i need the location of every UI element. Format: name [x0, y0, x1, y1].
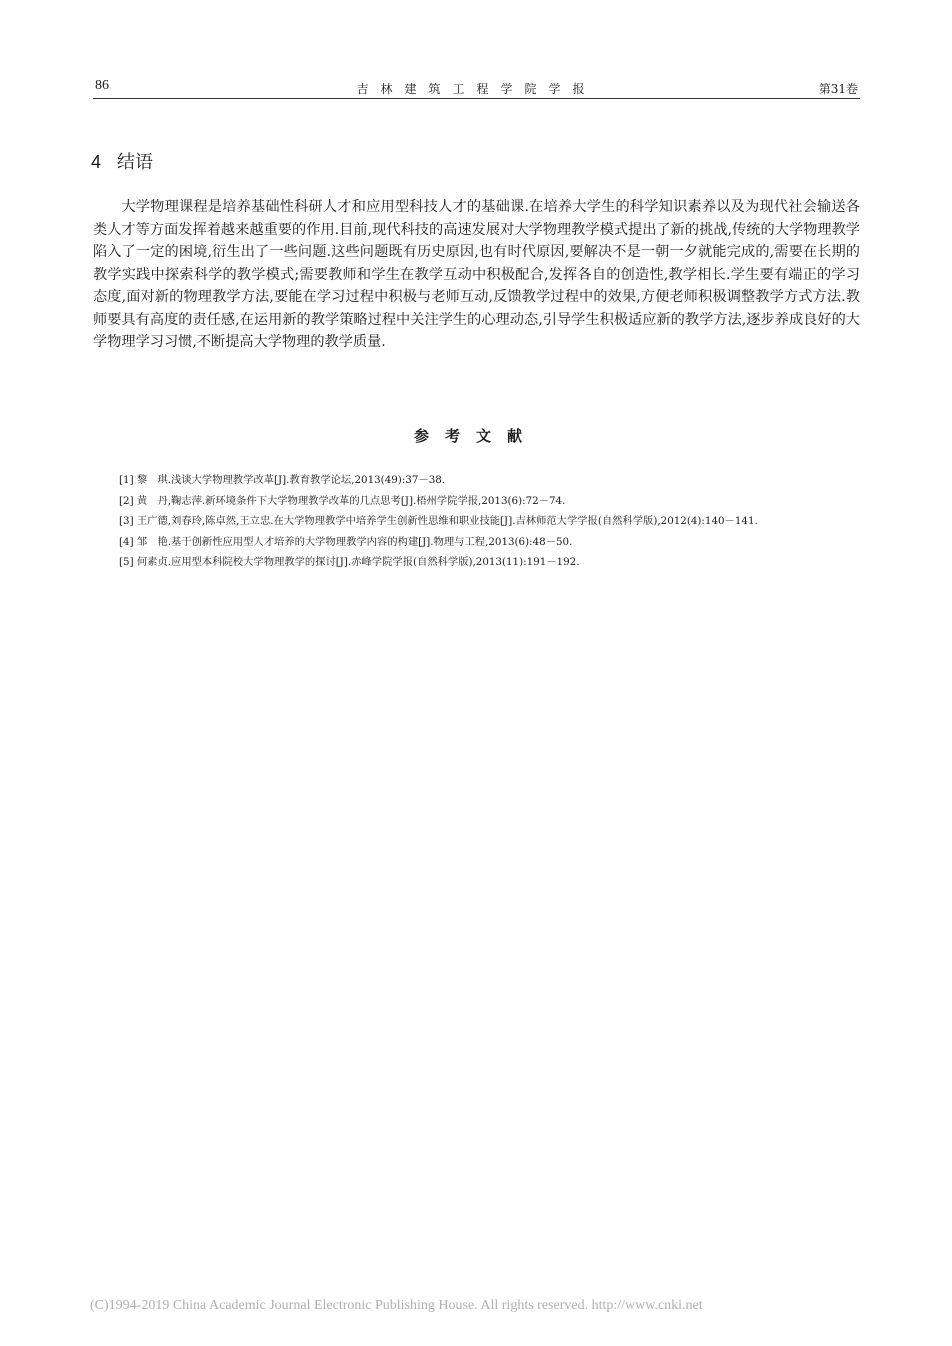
references-heading: 参考文献: [413, 427, 538, 445]
reference-item: [1] 黎 琪.浅谈大学物理教学改革[J].教育教学论坛,2013(49):37－38.: [119, 474, 446, 486]
reference-item: [2] 黄 丹,鞠志萍.新环境条件下大学物理教学改革的几点思考[J].梧州学院学报,2013(6):72－74.: [119, 494, 566, 507]
section-title: 结语: [117, 152, 154, 173]
journal-name: 吉林建筑工程学院学报: [356, 82, 597, 96]
body-paragraph: 大学物理课程是培养基础性科研人才和应用型科技人才的基础课.在培养大学生的科学知识素养以及为现代社会输送各类人才等方面发挥着越来越重要的作用.目前,现代科技的高速发展对大学物理教学模式提出了新的挑战,传统的大学物理教学陷入了一定的困境,衍生出了一些问题.这些问题既有历史原因,也有时代原因,要解决不是一朝一夕就能完成的,需要在长期的教学实践中探索科学的教学模式;需要教师和学生在教学互动中积极配合,发挥各自的创造性,教学相长.学生要有端正的学习态度,面对新的物理教学方法,要能在学习过程中积极与老师互动,反馈教学过程中的效果,方便老师积极调整教学方式方法.教师要具有高度的责任感,在运用新的教学策略过程中关注学生的心理动态,引导学生积极适应新的教学方法,逐步养成良好的大学物理学习习惯,不断提高大学物理的教学质量.: [93, 199, 860, 350]
reference-item: [5] 何素贞.应用型本科院校大学物理教学的探讨[J].赤峰学院学报(自然科学版),2013(11):191－192.: [119, 556, 580, 568]
reference-item: [3] 王广德,刘春玲,陈卓然,王立忠.在大学物理教学中培养学生创新性思维和职业技能[J].吉林师范大学学报(自然科学版),2012(4):140－141.: [119, 515, 758, 527]
page-number: 86: [95, 78, 109, 93]
copyright-footer: (C)1994-2019 China Academic Journal Electronic Publishing House. All rights reserved. http://www.cnki.net: [90, 1298, 703, 1313]
section-heading: [91, 148, 153, 174]
reference-item: [4] 邹 艳.基于创新性应用型人才培养的大学物理教学内容的构建[J].物理与工程,2013(6):48－50.: [119, 535, 573, 548]
references-list: [93, 470, 860, 573]
running-header: [93, 76, 860, 99]
volume-label: 第31卷: [818, 82, 858, 96]
section-number: 4: [91, 152, 102, 172]
